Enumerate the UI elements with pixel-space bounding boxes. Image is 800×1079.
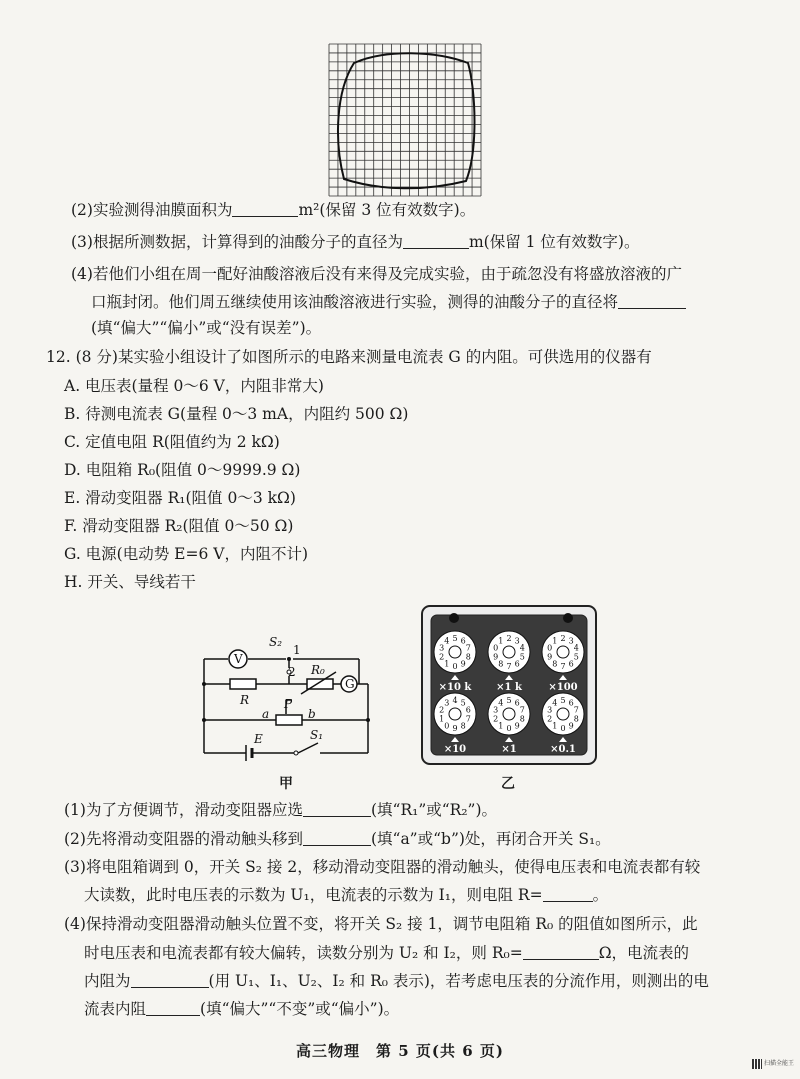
dial-digit: 9 — [493, 652, 499, 662]
dial-digit: 6 — [514, 659, 520, 669]
q12-option-d: D. 电阻箱 R₀(阻值 0～9999.9 Ω) — [64, 461, 301, 479]
figure-yi-label: 乙 — [501, 776, 515, 792]
q12-option-c: C. 定值电阻 R(阻值约为 2 kΩ) — [64, 433, 280, 451]
answer-blank[interactable] — [543, 887, 593, 902]
q12-option-e: E. 滑动变阻器 R₁(阻值 0～3 kΩ) — [64, 489, 296, 507]
dial-digit: 9 — [514, 721, 520, 731]
dial-digit: 9 — [460, 659, 466, 669]
dial-digit: 1 — [498, 721, 504, 731]
dial-digit: 7 — [465, 714, 471, 724]
q12-part3-line2: 大读数，此时电压表的示数为 U₁，电流表的示数为 I₁，则电阻 R= 。 — [84, 886, 609, 904]
switch-pos2-label: 2 — [288, 665, 296, 679]
dial-digit: 9 — [547, 652, 553, 662]
q12-option-h: H. 开关、导线若干 — [64, 573, 196, 591]
dial-digit: 5 — [560, 696, 566, 705]
dial-multiplier-label: ×100 — [548, 682, 578, 693]
battery-e-label: E — [254, 732, 263, 746]
q12-part1: (1)为了方便调节，滑动变阻器应选 (填“R₁”或“R₂”)。 — [64, 801, 498, 819]
answer-blank[interactable] — [303, 831, 371, 846]
dial-digit: 1 — [498, 636, 504, 646]
dial-digit: 3 — [439, 643, 445, 653]
q12-option-g: G. 电源(电动势 E=6 V，内阻不计) — [64, 545, 308, 563]
page-footer: 高三物理 第 5 页(共 6 页) — [296, 1042, 504, 1060]
dial-multiplier-label: ×1 — [501, 744, 517, 755]
s1-label: S₁ — [310, 728, 324, 742]
dial-digit: 9 — [452, 724, 458, 733]
dial-multiplier-label: ×1 k — [496, 682, 522, 693]
q12-option-a: A. 电压表(量程 0～6 V，内阻非常大) — [64, 377, 324, 395]
answer-blank[interactable] — [403, 234, 469, 249]
dial-digit: 2 — [547, 714, 553, 724]
q12-option-f: F. 滑动变阻器 R₂(阻值 0～50 Ω) — [64, 517, 294, 535]
dial-digit: 8 — [552, 659, 558, 669]
dial-multiplier-label: ×10 k — [438, 682, 472, 693]
dial-digit: 9 — [568, 721, 574, 731]
dial-digit: 5 — [460, 698, 466, 708]
dial-digit: 5 — [452, 634, 458, 643]
r0-label: R₀ — [311, 663, 325, 677]
slider-p-label: P — [284, 697, 293, 711]
q12-part2: (2)先将滑动变阻器的滑动触头移到 (填“a”或“b”)处，再闭合开关 S₁。 — [64, 830, 611, 848]
q12-part3-line1: (3)将电阻箱调到 0，开关 S₂ 接 2，移动滑动变阻器的滑动触头，使得电压表和电流表都有较 — [64, 858, 701, 876]
dial-digit: 3 — [514, 636, 520, 646]
q12-part4-line4: 流表内阻 (填“偏大”“不变”或“偏小”)。 — [84, 1000, 400, 1018]
answer-blank[interactable] — [618, 294, 686, 309]
dial-digit: 3 — [547, 705, 553, 715]
dial-digit: 2 — [506, 634, 512, 643]
dial-digit: 7 — [465, 643, 471, 653]
dial-digit: 1 — [439, 714, 445, 724]
dial-multiplier-label: ×0.1 — [550, 744, 576, 755]
dial-multiplier-label: ×10 — [443, 744, 467, 755]
q11-part3: (3)根据所测数据，计算得到的油酸分子的直径为 m(保留 1 位有效数字)。 — [71, 233, 640, 251]
dial-digit: 5 — [519, 652, 525, 662]
dial-digit: 2 — [493, 714, 499, 724]
q12-part4-line2: 时电压表和电流表都有较大偏转，读数分别为 U₂ 和 I₂，则 R₀= Ω，电流表的 — [84, 944, 690, 962]
dial-digit: 4 — [452, 696, 458, 705]
answer-blank[interactable] — [523, 945, 599, 960]
answer-blank[interactable] — [146, 1001, 200, 1016]
oil-film-grid-figure — [326, 41, 484, 197]
dial-digit: 6 — [568, 698, 574, 708]
q12-option-b: B. 待测电流表 G(量程 0～3 mA，内阻约 500 Ω) — [64, 405, 409, 423]
q11-part2: (2)实验测得油膜面积为 m²(保留 3 位有效数字)。 — [71, 201, 476, 219]
dial-digit: 7 — [573, 705, 579, 715]
dial-digit: 7 — [519, 705, 525, 715]
q12-part4-line3: 内阻为 (用 U₁、I₁、U₂、I₂ 和 R₀ 表示)，若考虑电压表的分流作用，则测出的电 — [84, 972, 709, 990]
dial-digit: 7 — [506, 662, 512, 671]
dial-digit: 8 — [573, 714, 579, 724]
resistance-dial[interactable] — [434, 631, 476, 693]
dial-digit: 0 — [547, 643, 553, 653]
terminal-a-label: a — [262, 707, 270, 721]
resistor-r-label: R — [240, 693, 250, 707]
answer-blank[interactable] — [131, 973, 209, 988]
q12-part4-line1: (4)保持滑动变阻器滑动触头位置不变，将开关 S₂ 接 1，调节电阻箱 R₀ 的阻值如图所示，此 — [64, 915, 698, 933]
dial-digit: 4 — [444, 636, 450, 646]
q11-part4-line2: 口瓶封闭。他们周五继续使用该油酸溶液进行实验，测得的油酸分子的直径将 — [91, 292, 686, 312]
dial-digit: 2 — [439, 652, 445, 662]
dial-digit: 6 — [465, 705, 471, 715]
qr-code-icon — [752, 1059, 762, 1069]
terminal-left — [449, 613, 459, 623]
dial-digit: 0 — [493, 643, 499, 653]
dial-digit: 4 — [498, 698, 504, 708]
dial-digit: 7 — [560, 662, 566, 671]
dial-digit: 4 — [519, 643, 525, 653]
dial-digit: 8 — [498, 659, 504, 669]
terminal-b-label: b — [308, 707, 316, 721]
dial-digit: 2 — [560, 634, 566, 643]
dial-digit: 8 — [465, 652, 471, 662]
dial-digit: 6 — [568, 659, 574, 669]
dial-digit: 1 — [552, 721, 558, 731]
q12-header: 12. (8 分)某实验小组设计了如图所示的电路来测量电流表 G 的内阻。可供选用的仪器有 — [46, 348, 652, 366]
circuit-diagram — [196, 632, 376, 762]
dial-digit: 8 — [519, 714, 525, 724]
dial-digit: 0 — [444, 721, 450, 731]
dial-digit: 3 — [493, 705, 499, 715]
dial-digit: 1 — [444, 659, 450, 669]
q11-part4-line1: (4)若他们小组在周一配好油酸溶液后没有来得及完成实验，由于疏忽没有将盛放溶液的广 — [71, 265, 682, 283]
dial-digit: 8 — [460, 721, 466, 731]
answer-blank[interactable] — [232, 202, 298, 217]
dial-digit: 0 — [452, 662, 458, 671]
dial-digit: 1 — [552, 636, 558, 646]
figure-jia-label: 甲 — [279, 776, 293, 792]
dial-digit: 3 — [444, 698, 450, 708]
dial-digit: 0 — [560, 724, 566, 733]
s2-label: S₂ — [269, 635, 283, 649]
dial-digit: 5 — [573, 652, 579, 662]
galvanometer-label: G — [345, 677, 355, 691]
dial-digit: 6 — [460, 636, 466, 646]
dial-digit: 0 — [506, 724, 512, 733]
dial-digit: 5 — [506, 696, 512, 705]
q11-part4-line3: (填“偏大”“偏小”或“没有误差”)。 — [91, 319, 322, 337]
switch-pos1-label: 1 — [293, 643, 301, 657]
resistance-box — [420, 604, 598, 766]
scanner-watermark: 扫描全能王 — [752, 1058, 796, 1072]
answer-blank[interactable] — [303, 802, 371, 817]
dial-digit: 6 — [514, 698, 520, 708]
dial-digit: 2 — [439, 705, 445, 715]
dial-digit: 4 — [552, 698, 558, 708]
dial-digit: 4 — [573, 643, 579, 653]
terminal-right — [563, 613, 573, 623]
voltmeter-label: V — [234, 652, 243, 666]
dial-digit: 3 — [568, 636, 574, 646]
